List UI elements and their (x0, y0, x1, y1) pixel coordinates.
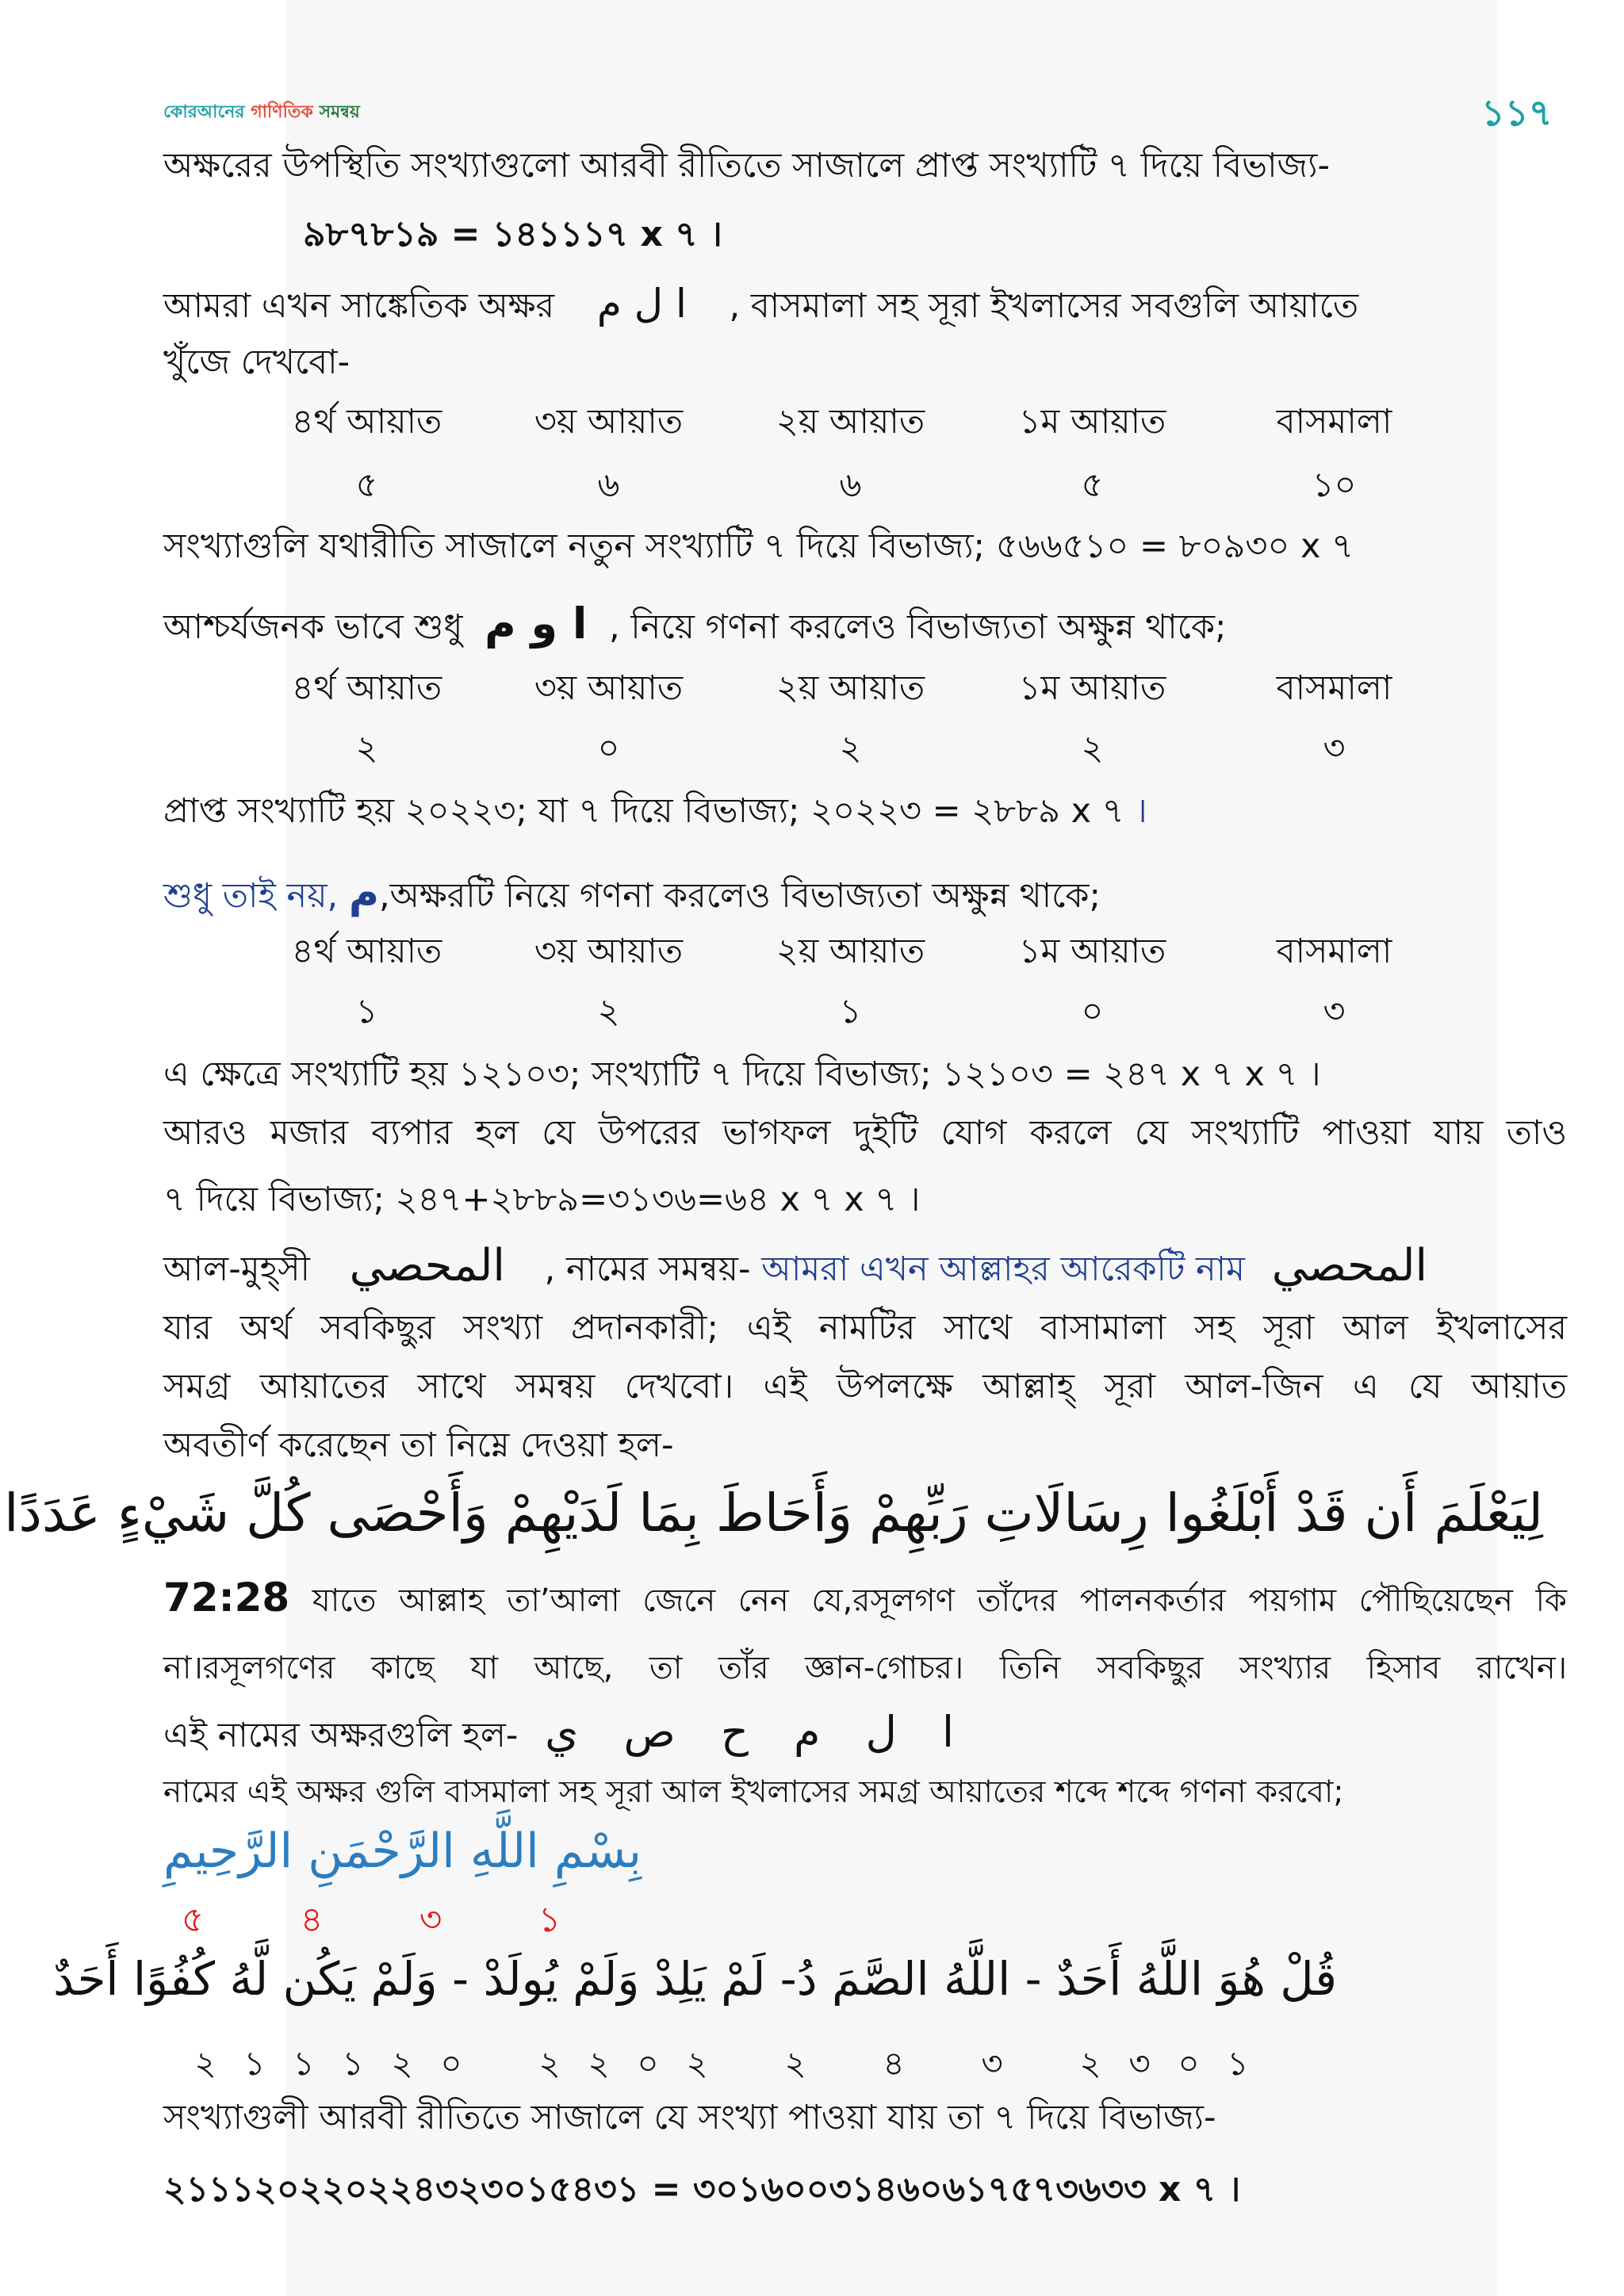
p6-blue: শুধু তাই নয়, (163, 876, 339, 916)
p8-blue: আমরা এখন আল্লাহর আরেকটি নাম (761, 1249, 1246, 1289)
p9-letters: ا ل م ح ص ي (545, 1707, 954, 1757)
ikhlas-count: ২ (784, 2044, 806, 2083)
count-cell: ১ (355, 992, 378, 1031)
basmala-count: ৩ (419, 1900, 442, 1940)
header-title-part1: কোরআনের (163, 102, 245, 122)
ikhlas-count: ২ (194, 2044, 216, 2083)
p8-arabic-name-2: المحصي (1271, 1240, 1428, 1292)
basmala-count: ৫ (181, 1900, 205, 1940)
basmala-count-row (133, 1893, 609, 1951)
verse-header: ২য় আয়াত (776, 668, 925, 708)
paragraph-8-line1 (163, 1237, 1427, 1299)
verse-header: ১ম আয়াত (1018, 668, 1166, 708)
count-cell: ২ (1081, 729, 1104, 768)
paragraph-6 (163, 864, 1101, 925)
count-cell: ২ (355, 729, 378, 768)
ikhlas-count: ১ (243, 2044, 266, 2083)
basmala-count: ৪ (300, 1900, 324, 1940)
count-row-2 (246, 723, 1455, 779)
paragraph-7-line2: আরও মজার ব্যপার হল যে উপরের ভাগফল দুইটি যোগ করলে যে সংখ্যাটি পাওয়া যায় তাও (163, 1113, 1567, 1153)
count-cell: ০ (1081, 992, 1104, 1031)
ikhlas-count: ২ (588, 2044, 610, 2083)
verse-header: ৩য় আয়াত (534, 668, 684, 708)
verse-header: ৪র্থ আয়াত (291, 402, 442, 442)
paragraph-8-line4: অবতীর্ণ করেছেন তা নিম্নে দেওয়া হল- (163, 1425, 674, 1465)
ikhlas-count: ১ (1227, 2044, 1249, 2083)
p2-pre: আমরা এখন সাঙ্কেতিক অক্ষর (163, 286, 555, 326)
basmala: بِسْمِ اللَّهِ الرَّحْمَنِ الرَّحِيمِ (163, 1823, 642, 1879)
paragraph-9-line2: নামের এই অক্ষর গুলি বাসমালা সহ সূরা আল ইখলাসের সমগ্র আয়াতের শব্দে শব্দে গণনা করবো; (163, 1774, 1344, 1810)
count-cell: ০ (597, 729, 620, 768)
p4-pre: আশ্চর্যজনক ভাবে শুধু (163, 607, 463, 647)
p4-post: , নিয়ে গণনা করলেও বিভাজ্যতা অক্ষুন্ন থাকে; (609, 607, 1227, 647)
paragraph-2-line2: খুঁজে দেখবো- (163, 342, 350, 382)
count-cell: ৫ (355, 465, 378, 505)
verse-reference: 72:28 (163, 1575, 290, 1621)
arabic-verse-72-28: لِيَعْلَمَ أَن قَدْ أَبْلَغُوا رِسَالَاتِ رَبِّهِمْ وَأَحَاطَ بِمَا لَدَيْهِمْ وَأَحْصَى كُلَّ شَيْءٍ عَدَدًا (4, 1483, 1543, 1544)
translation-text-1: যাতে আল্লাহ তা’আলা জেনে নেন যে,রসূলগণ তাঁদের পালনকর্তার পয়গাম পৌছিয়েছেন কি (312, 1582, 1568, 1619)
ikhlas-count: ১ (342, 2044, 364, 2083)
verse-header: বাসমালা (1276, 402, 1392, 442)
verse-header: ৪র্থ আয়াত (291, 668, 442, 708)
running-header (163, 98, 360, 128)
count-cell: ৩ (1323, 729, 1346, 768)
verse-header-row-1 (246, 396, 1455, 453)
translation-line2: না।রসূলগণের কাছে যা আছে, তা তাঁর জ্ঞান-গোচর। তিনি সবকিছুর সংখ্যার হিসাব রাখেন। (163, 1650, 1567, 1686)
basmala-count: ১ (538, 1900, 561, 1940)
paragraph-8-line2: যার অর্থ সবকিছুর সংখ্যা প্রদানকারী; এই নামটির সাথে বাসামালা সহ সূরা আল ইখলাসের (163, 1308, 1567, 1348)
p2-post: , বাসমালা সহ সূরা ইখলাসের সবগুলি আয়াতে (729, 286, 1359, 326)
page-number: ১১৭ (1481, 91, 1553, 134)
p2-letters: ا ل م (596, 281, 687, 327)
ikhlas-count (918, 2038, 967, 2094)
paragraph-10-equation: ২১১১২০২২০২২৪৩২৩০১৫৪৩১ = ৩০১৬০০৩১৪৬০৬১৭৫৭৩৬৩৩ x ৭ । (163, 2169, 1241, 2210)
verse-header: ৩য় আয়াত (534, 932, 684, 971)
p8-mid: , নামের সমন্বয়- (544, 1249, 751, 1289)
count-cell: ১০ (1312, 465, 1357, 505)
p8-pre: আল-মুহ্‌সী (163, 1249, 310, 1289)
ikhlas-count: ১ (293, 2044, 315, 2083)
count-cell: ৫ (1081, 465, 1104, 505)
count-cell: ৩ (1323, 992, 1346, 1031)
verse-header: বাসমালা (1276, 932, 1392, 971)
ikhlas-count: ০ (637, 2044, 659, 2083)
p4-letters: ا و م (485, 599, 588, 649)
verse-header-row-2 (246, 663, 1455, 719)
verse-header: ৩য় আয়াত (534, 402, 684, 442)
header-title-part2: গাণিতিক (251, 102, 313, 122)
ikhlas-count (1017, 2038, 1066, 2094)
p6-letter: م (348, 870, 380, 917)
ikhlas-count: ২ (1079, 2044, 1101, 2083)
count-cell: ২ (597, 992, 620, 1031)
p9-pre: এই নামের অক্ষরগুলি হল- (163, 1716, 519, 1755)
verse-header: ১ম আয়াত (1018, 932, 1166, 971)
paragraph-1: অক্ষরের উপস্থিতি সংখ্যাগুলো আরবী রীতিতে সাজালে প্রাপ্ত সংখ্যাটি ৭ দিয়ে বিভাজ্য- (163, 146, 1330, 186)
p5-end: । (1135, 791, 1147, 831)
ikhlas-count: ২ (686, 2044, 708, 2083)
count-row-3 (246, 986, 1455, 1043)
paragraph-10-line1: সংখ্যাগুলী আরবী রীতিতে সাজালে যে সংখ্যা পাওয়া যায় তা ৭ দিয়ে বিভাজ্য- (163, 2098, 1216, 2137)
paragraph-8-line3: সমগ্র আয়াতের সাথে সমন্বয় দেখবো। এই উপলক্ষে আল্লাহ্‌ সূরা আল-জিন এ যে আয়াত (163, 1367, 1567, 1406)
ikhlas-count: ৪ (883, 2044, 905, 2083)
verse-header-row-3 (246, 926, 1455, 982)
p8-arabic-name: المحصي (349, 1240, 505, 1292)
ikhlas-count: ২ (538, 2044, 561, 2083)
verse-header: ১ম আয়াত (1018, 402, 1166, 442)
ikhlas-count (722, 2038, 771, 2094)
equation-1: ৯৮৭৮১৯ = ১৪১১১৭ x ৭ । (303, 214, 722, 254)
paragraph-4 (163, 595, 1227, 656)
count-row-1 (246, 460, 1455, 516)
translation-line1 (163, 1575, 1567, 1628)
ikhlas-count (476, 2038, 525, 2094)
header-title-part3: সমন্বয় (319, 102, 360, 122)
paragraph-7-line3: ৭ দিয়ে বিভাজ্য; ২৪৭+২৮৮৯=৩১৩৬=৬৪ x ৭ x ৭ । (163, 1180, 921, 1219)
paragraph-9-line1 (163, 1703, 954, 1765)
verse-header: বাসমালা (1276, 668, 1392, 708)
count-cell: ৬ (597, 465, 620, 505)
verse-header: ৪র্থ আয়াত (291, 932, 442, 971)
ikhlas-count: ৩ (981, 2044, 1003, 2083)
ikhlas-count-row (181, 2038, 1262, 2094)
ikhlas-count: ০ (440, 2044, 462, 2083)
surah-ikhlas: قُلْ هُوَ اللَّهُ أَحَدٌ - اللَّهُ الصَّمَ دُ- لَمْ يَلِدْ وَلَمْ يُولَدْ - وَلَمْ يَكُن لَّهُ كُفُوًا أَحَدٌ (53, 1952, 1337, 2006)
paragraph-2 (163, 274, 1358, 335)
ikhlas-count: ২ (391, 2044, 413, 2083)
count-cell: ৬ (839, 465, 862, 505)
paragraph-3: সংখ্যাগুলি যথারীতি সাজালে নতুন সংখ্যাটি ৭ দিয়ে বিভাজ্য; ৫৬৬৫১০ = ৮০৯৩০ x ৭ (163, 526, 1354, 566)
paragraph-5 (163, 782, 1147, 840)
ikhlas-count: ৩ (1128, 2044, 1151, 2083)
count-cell: ১ (839, 992, 862, 1031)
p5-text: প্রাপ্ত সংখ্যাটি হয় ২০২২৩; যা ৭ দিয়ে বিভাজ্য; ২০২২৩ = ২৮৮৯ x ৭ (163, 791, 1124, 831)
ikhlas-count (820, 2038, 869, 2094)
verse-header: ২য় আয়াত (776, 402, 925, 442)
verse-header: ২য় আয়াত (776, 932, 925, 971)
p6-post: ,অক্ষরটি নিয়ে গণনা করলেও বিভাজ্যতা অক্ষুন্ন থাকে; (379, 876, 1101, 916)
paragraph-7-line1: এ ক্ষেত্রে সংখ্যাটি হয় ১২১০৩; সংখ্যাটি ৭ দিয়ে বিভাজ্য; ১২১০৩ = ২৪৭ x ৭ x ৭ । (163, 1054, 1321, 1094)
count-cell: ২ (839, 729, 862, 768)
ikhlas-count: ০ (1178, 2044, 1200, 2083)
